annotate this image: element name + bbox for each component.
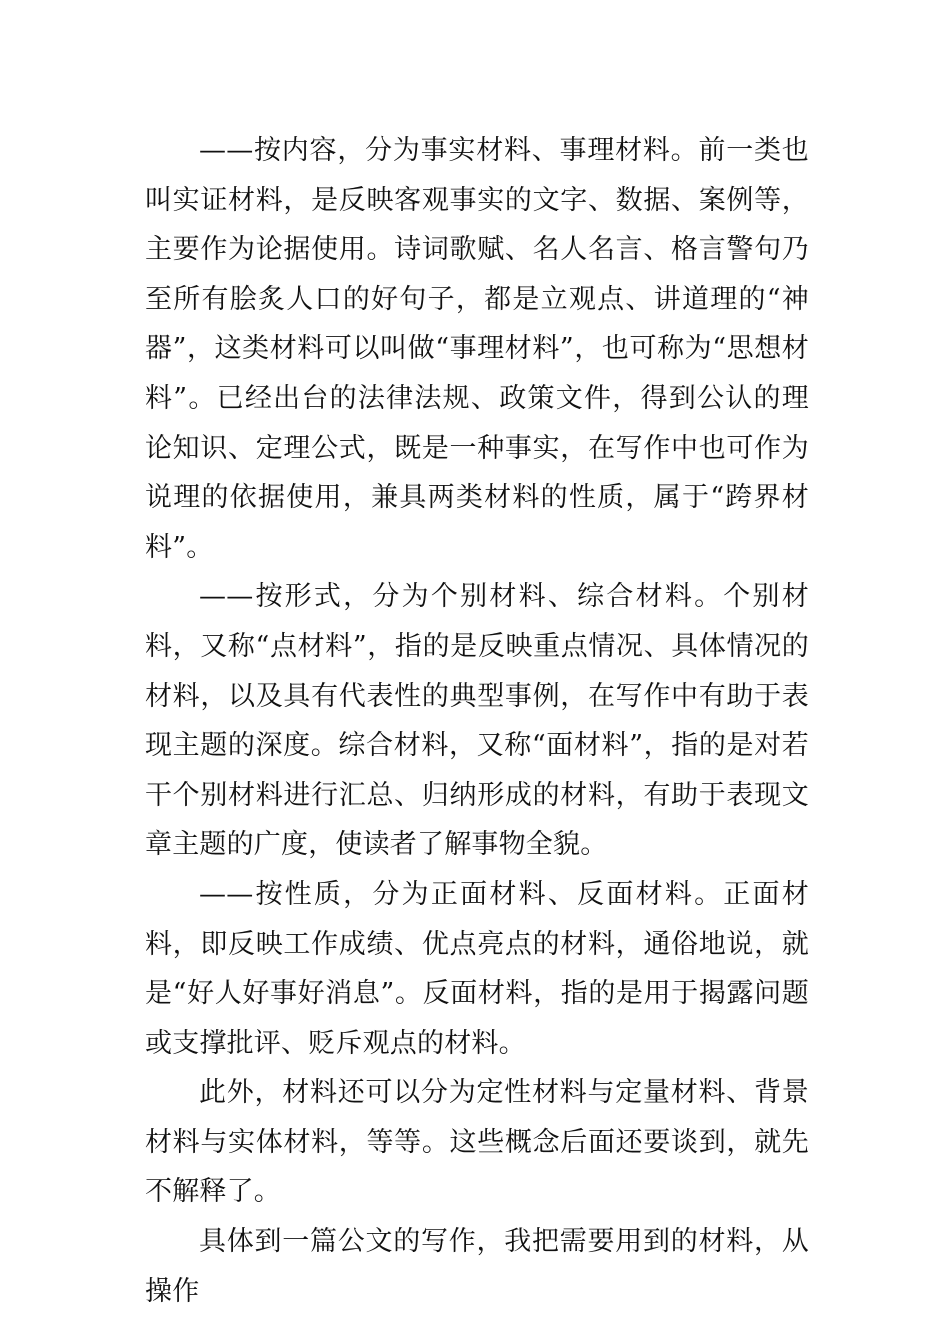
document-body xyxy=(145,126,809,1316)
paragraph-specific-writing: 具体到一篇公文的写作，我把需要用到的材料，从操作 xyxy=(145,1226,809,1307)
paragraph-other-classifications: 此外，材料还可以分为定性材料与定量材料、背景材料与实体材料，等等。这些概念后面还要谈到，就先不解释了。 xyxy=(145,1077,809,1208)
paragraph-form-classification: ——按形式，分为个别材料、综合材料。个别材料，又称“点材料”，指的是反映重点情况、具体情况的材料，以及具有代表性的典型事例，在写作中有助于表现主题的深度。综合材料，又称“面材料”，指的是对若干个别材料进行汇总、归纳形成的材料，有助于表现文章主题的广度，使读者了解事物全貌。 xyxy=(145,581,809,861)
paragraph-content-classification: ——按内容，分为事实材料、事理材料。前一类也叫实证材料，是反映客观事实的文字、数据、案例等，主要作为论据使用。诗词歌赋、名人名言、格言警句乃至所有脍炙人口的好句子，都是立观点、讲道理的“神器”，这类材料可以叫做“事理材料”，也可称为“思想材料”。已经出台的法律法规、政策文件，得到公认的理论知识、定理公式，既是一种事实，在写作中也可作为说理的依据使用，兼具两类材料的性质，属于“跨界材料”。 xyxy=(145,135,809,563)
paragraph-nature-classification: ——按性质，分为正面材料、反面材料。正面材料，即反映工作成绩、优点亮点的材料，通俗地说，就是“好人好事好消息”。反面材料，指的是用于揭露问题或支撑批评、贬斥观点的材料。 xyxy=(145,878,809,1059)
